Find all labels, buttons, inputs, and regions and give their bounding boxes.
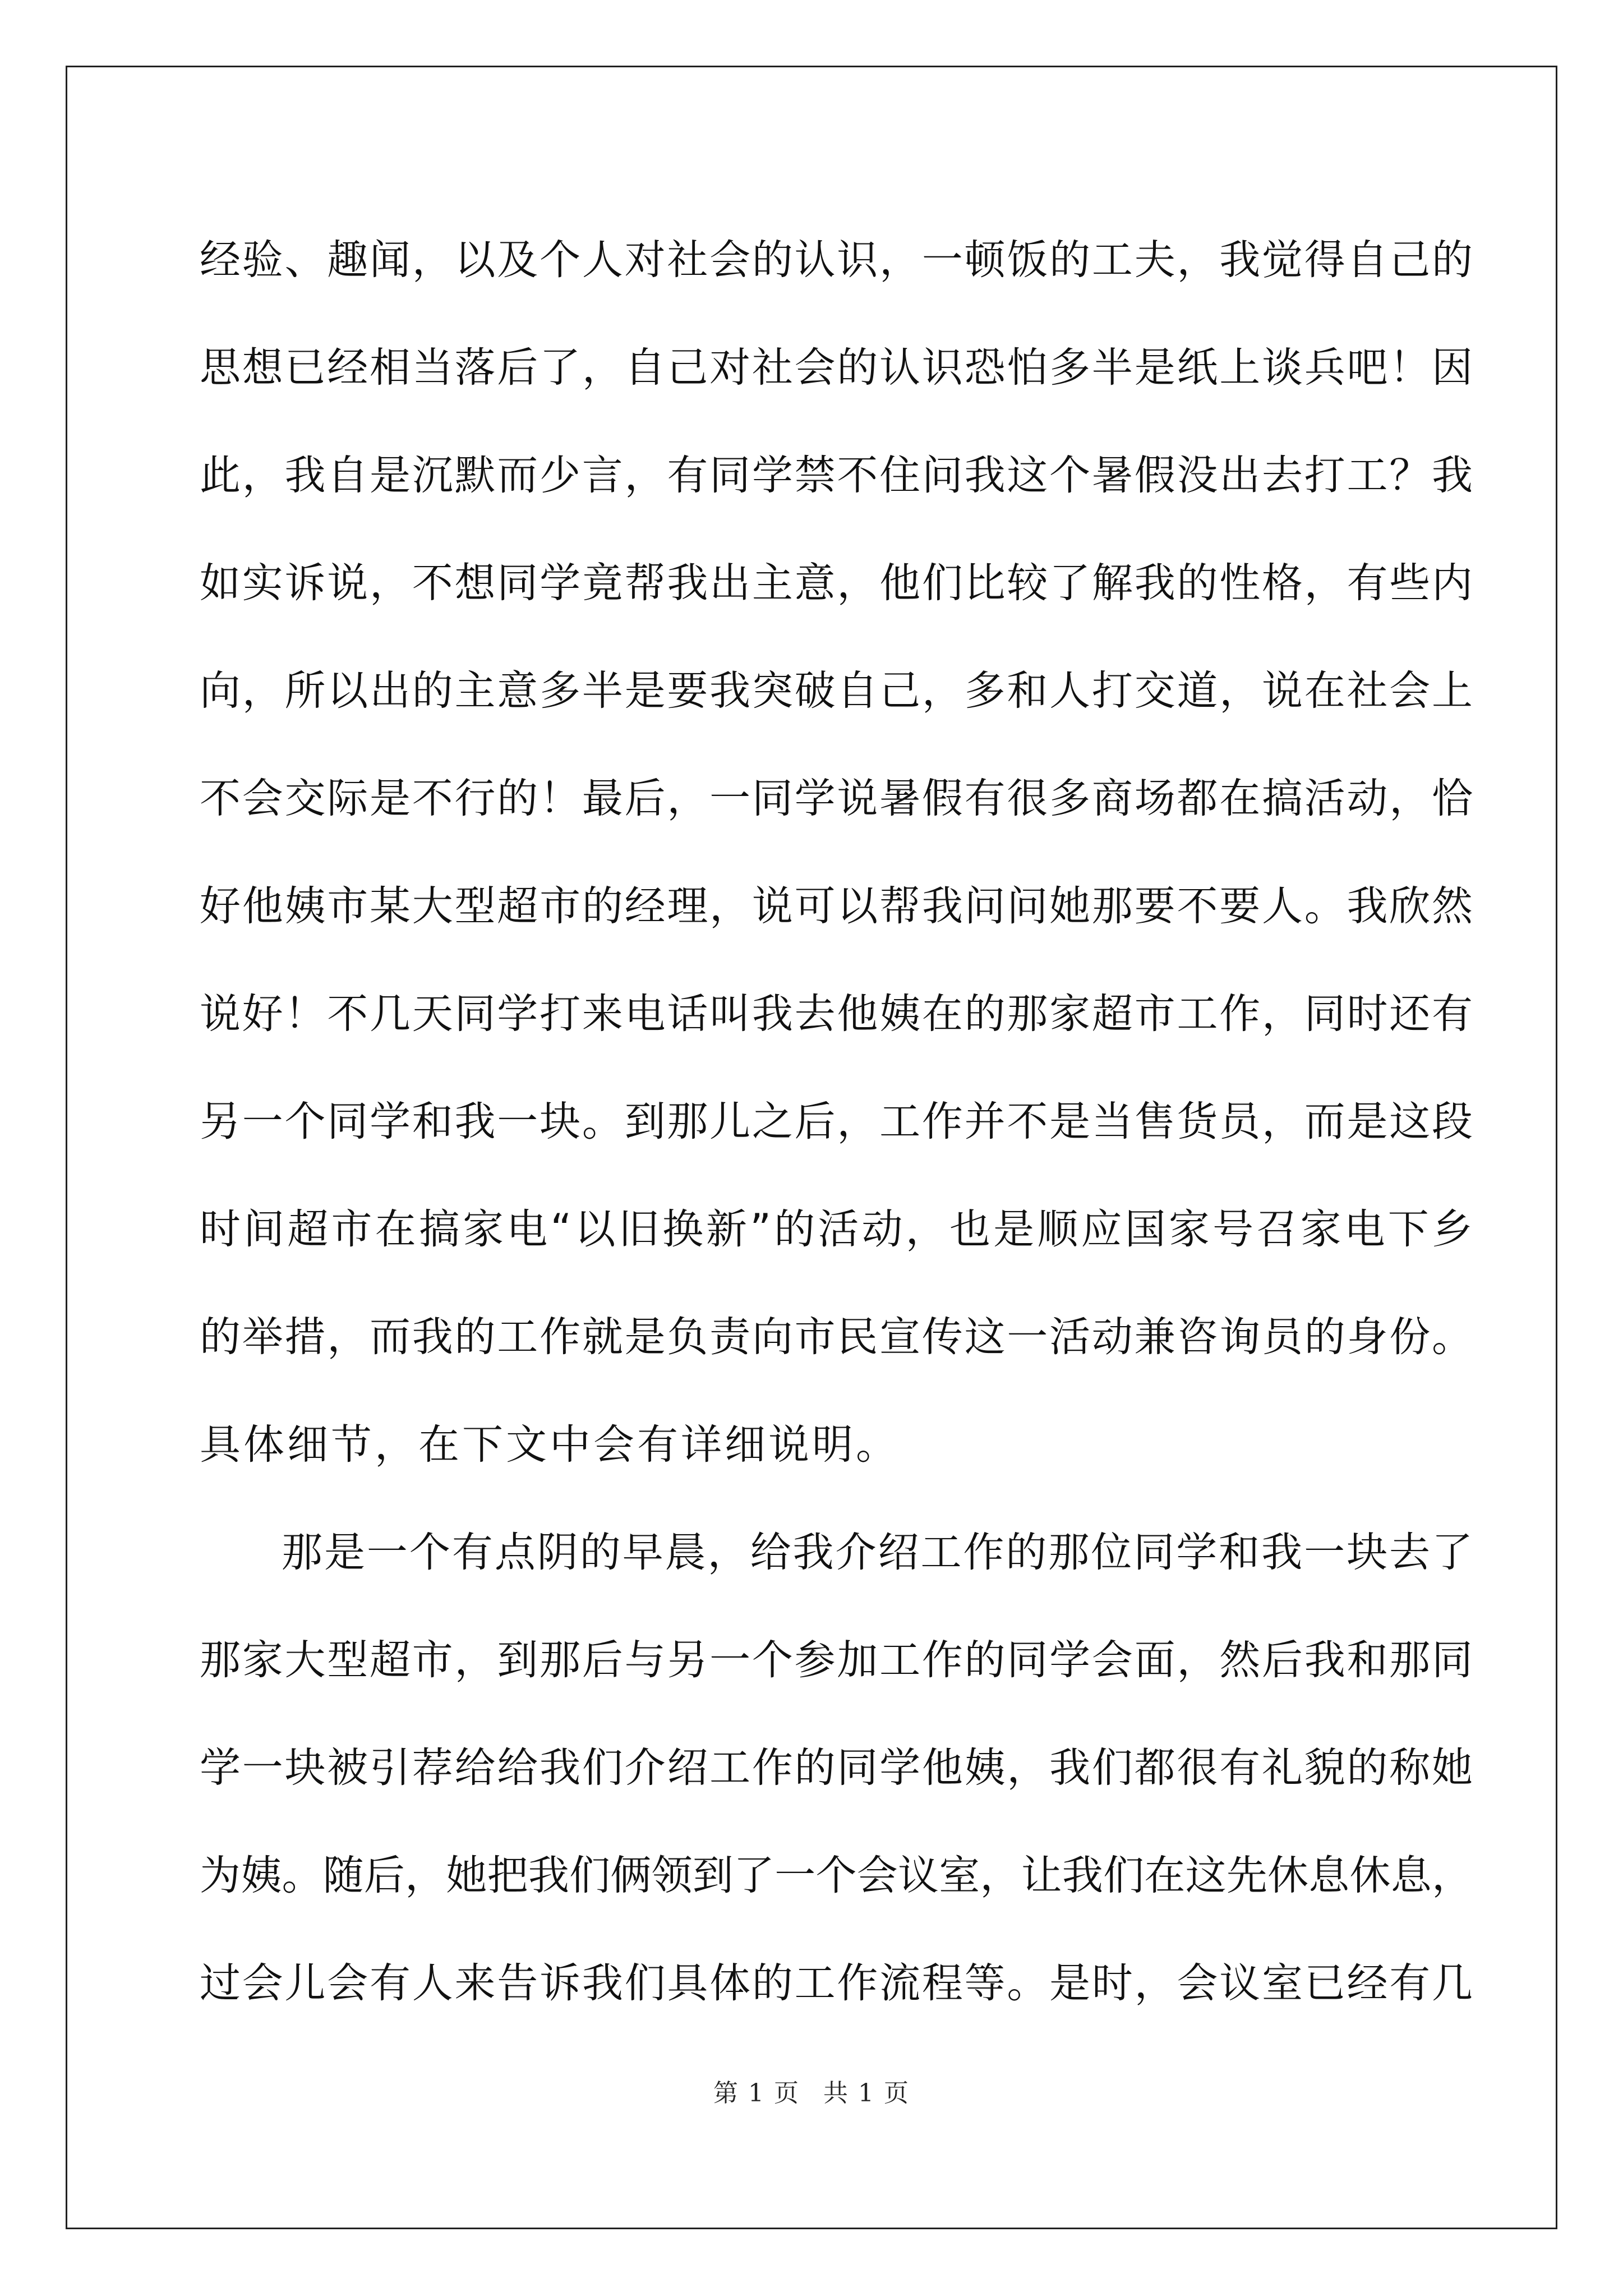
page-total: 共 1 页: [823, 2079, 910, 2108]
document-body: [200, 206, 1473, 2037]
text-line: 不会交际是不行的！最后，一同学说暑假有很多商场都在搞活动，恰: [200, 775, 1473, 822]
text-line: 如实诉说，不想同学竟帮我出主意，他们比较了解我的性格，有些内: [200, 559, 1473, 607]
text-line: 向，所以出的主意多半是要我突破自己，多和人打交道，说在社会上: [200, 667, 1473, 715]
text-line: 那家大型超市，到那后与另一个参加工作的同学会面，然后我和那同: [200, 1636, 1473, 1684]
paragraph-start-line: 那是一个有点阴的早晨，给我介绍工作的那位同学和我一块去了: [282, 1529, 1473, 1576]
text-line: 具体细节，在下文中会有详细说明。: [200, 1421, 900, 1469]
text-line: 过会儿会有人来告诉我们具体的工作流程等。是时，会议室已经有几: [200, 1959, 1473, 2007]
page-footer: [0, 2073, 1623, 2109]
text-line: 经验、趣闻，以及个人对社会的认识，一顿饭的工夫，我觉得自己的: [200, 236, 1473, 284]
text-line: 好他姨市某大型超市的经理，说可以帮我问问她那要不要人。我欣然: [200, 882, 1473, 930]
text-line: 此，我自是沉默而少言，有同学禁不住问我这个暑假没出去打工？我: [200, 452, 1473, 499]
text-line: 的举措，而我的工作就是负责向市民宣传这一活动兼咨询员的身份。: [200, 1313, 1473, 1361]
text-line: 另一个同学和我一块。到那儿之后，工作并不是当售货员，而是这段: [200, 1098, 1473, 1145]
text-line: 学一块被引荐给给我们介绍工作的同学他姨，我们都很有礼貌的称她: [200, 1744, 1473, 1792]
text-line: 思想已经相当落后了，自己对社会的认识恐怕多半是纸上谈兵吧！因: [200, 344, 1473, 392]
text-line: 时间超市在搞家电“以旧换新”的活动，也是顺应国家号召家电下乡: [200, 1205, 1473, 1253]
text-line: 为姨。随后，她把我们俩领到了一个会议室，让我们在这先休息休息，: [200, 1852, 1473, 1899]
page-number: 第 1 页: [713, 2079, 800, 2108]
text-line: 说好！不几天同学打来电话叫我去他姨在的那家超市工作，同时还有: [200, 990, 1473, 1038]
